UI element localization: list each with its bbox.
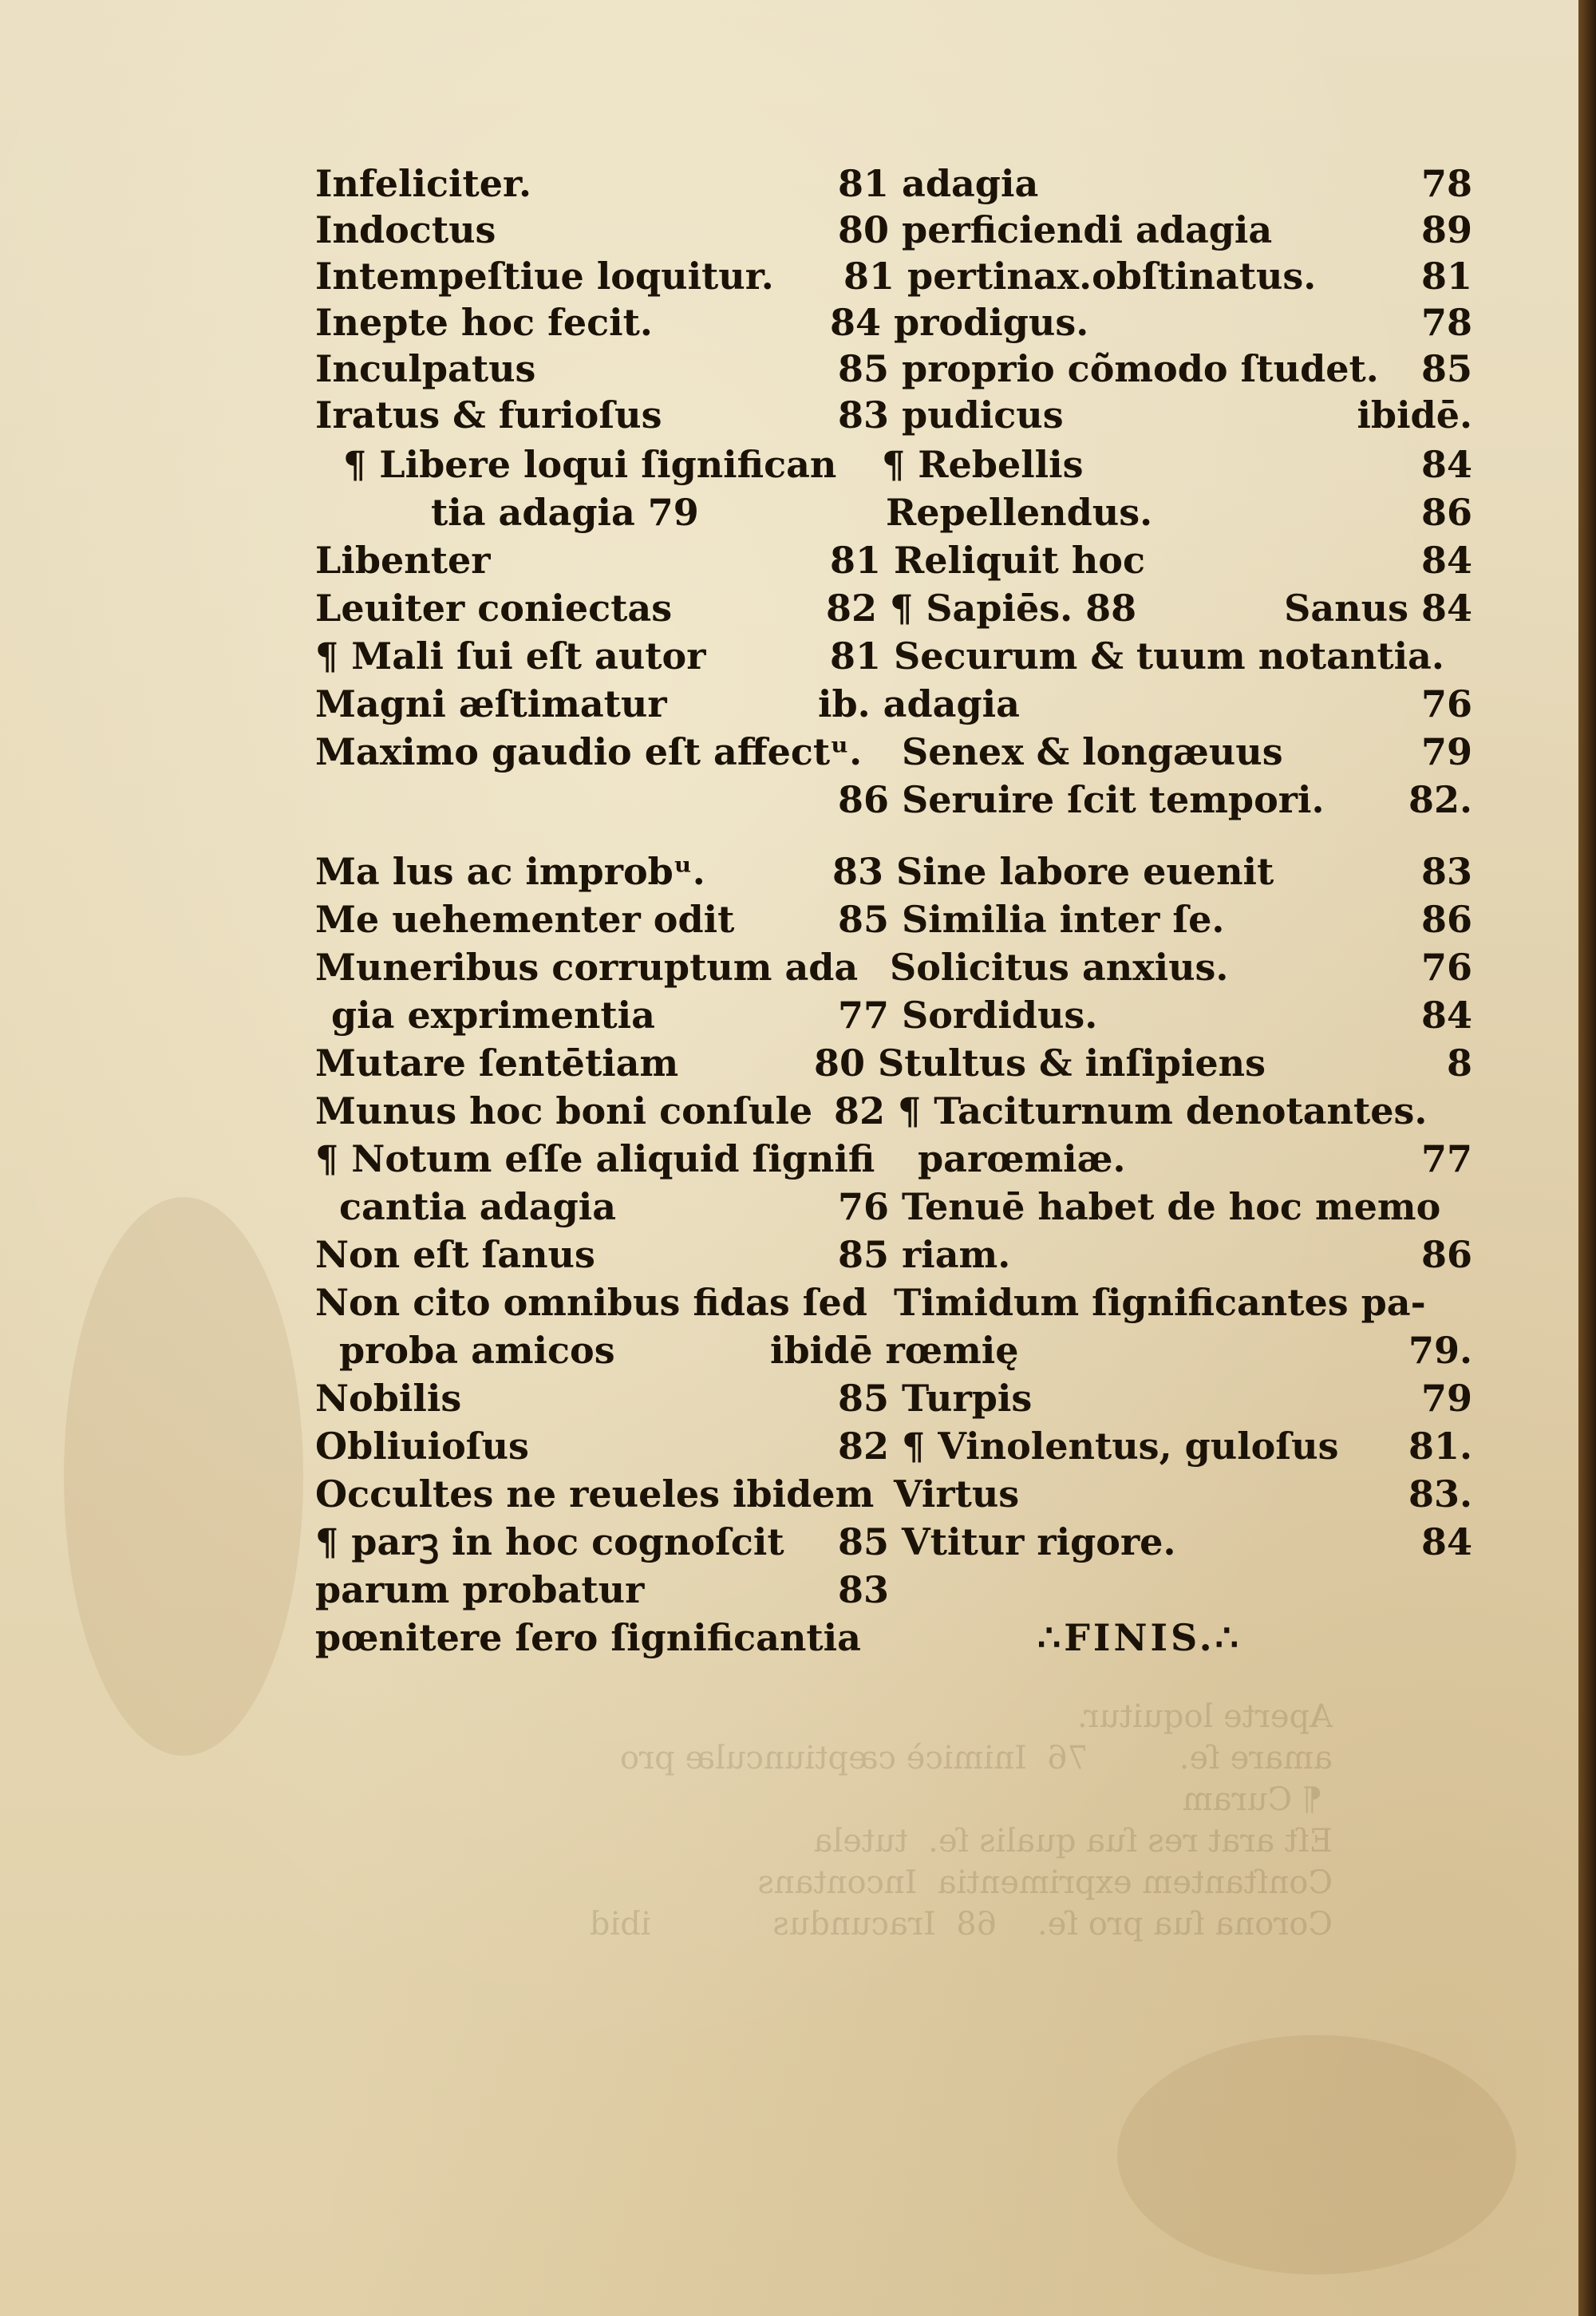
entry-left: Libenter <box>315 539 491 582</box>
entry-middle: 81 Reliquit hoc <box>830 539 1145 582</box>
entry-middle: 82 ¶ Taciturnum denotantes. <box>834 1089 1428 1132</box>
index-row <box>315 1518 1472 1566</box>
index-row <box>315 488 1472 536</box>
index-row <box>315 991 1472 1039</box>
entry-left: Magni æſtimatur <box>315 682 667 725</box>
entry-page: 86 <box>1420 1233 1472 1276</box>
entry-left: Nobilis <box>315 1377 462 1420</box>
entry-left: Non eſt ſanus <box>315 1233 595 1276</box>
paper-stain <box>1117 2035 1516 2275</box>
entry-page: 86 <box>1420 491 1472 534</box>
entry-left: Obliuioſus <box>315 1425 529 1468</box>
entry-left: Non cito omnibus fidas ſed <box>315 1281 867 1324</box>
index-row <box>315 1183 1472 1231</box>
entry-left: proba amicos <box>339 1329 615 1372</box>
entry-middle: Virtus <box>894 1472 1020 1516</box>
entry-left: ¶ Notum eſſe aliquid ſignifi <box>315 1137 875 1180</box>
index-row <box>315 680 1472 728</box>
index-row <box>315 160 1472 207</box>
index-row <box>315 298 1472 346</box>
entry-middle: 84 prodigus. <box>830 301 1089 344</box>
entry-page: 84 <box>1420 994 1472 1037</box>
entry-middle: 85 Turpis <box>838 1377 1033 1420</box>
entry-left: Mutare ſentētiam <box>315 1041 679 1085</box>
entry-page: 8 <box>1446 1041 1472 1085</box>
index-row <box>315 391 1472 439</box>
entry-left: Inculpatus <box>315 347 536 390</box>
entry-page: 86 <box>1420 898 1472 941</box>
entry-middle: 76 Tenuē habet de hoc memo <box>838 1185 1441 1228</box>
entry-middle: ibidē rœmię <box>770 1329 1019 1372</box>
entry-page: 76 <box>1420 946 1472 989</box>
entry-middle: 80 perficiendi adagia <box>838 208 1273 251</box>
entry-page: 77 <box>1420 1137 1472 1180</box>
index-row <box>315 776 1472 824</box>
paper-stain <box>64 1197 303 1756</box>
entry-left: pœnitere ſero ſignificantia <box>315 1616 861 1659</box>
entry-middle: Solicitus anxius. <box>890 946 1229 989</box>
entry-page: 84 <box>1420 539 1472 582</box>
entry-left: tia adagia 79 <box>431 491 699 534</box>
index-row <box>315 1374 1472 1422</box>
index-row <box>315 1566 1472 1614</box>
entry-middle: Timidum ſignificantes pa- <box>894 1281 1426 1324</box>
entry-middle: parœmiæ. <box>918 1137 1126 1180</box>
entry-middle: 81 Securum & tuum notantia. <box>830 634 1444 678</box>
entry-left: ¶ parꝫ in hoc cognoſcit <box>315 1520 784 1563</box>
entry-middle: 77 Sordidus. <box>838 994 1098 1037</box>
entry-left: Inepte hoc fecit. <box>315 301 653 344</box>
entry-left: Ma lus ac improbᵘ. <box>315 850 705 893</box>
entry-left: Indoctus <box>315 208 496 251</box>
entry-page: 84 <box>1420 443 1472 486</box>
index-row <box>315 252 1472 300</box>
entry-middle: 80 Stultus & inſipiens <box>814 1041 1266 1085</box>
index-row <box>315 1039 1472 1087</box>
index-row <box>315 536 1472 584</box>
entry-middle: 82 ¶ Vinolentus, guloſus <box>838 1425 1339 1468</box>
entry-middle: 81 pertinax.obſtinatus. <box>843 255 1317 298</box>
entry-middle: 85 Vtitur rigore. <box>838 1520 1176 1563</box>
index-row <box>315 1326 1472 1374</box>
entry-page: 79. <box>1408 1329 1472 1372</box>
entry-left: cantia adagia <box>339 1185 617 1228</box>
index-row <box>315 584 1472 632</box>
entry-page: 85 <box>1420 347 1472 390</box>
entry-page: 76 <box>1420 682 1472 725</box>
entry-left: gia exprimentia <box>331 994 655 1037</box>
entry-page: 83. <box>1408 1472 1472 1516</box>
entry-left: Leuiter coniectas <box>315 587 673 630</box>
entry-middle: 86 Seruire ſcit tempori. <box>838 778 1325 821</box>
entry-page: 81 <box>1420 255 1472 298</box>
entry-middle: 81 adagia <box>838 162 1039 205</box>
entry-page: 82. <box>1408 778 1472 821</box>
entry-page: 79 <box>1420 1377 1472 1420</box>
entry-middle: 85 Similia inter ſe. <box>838 898 1225 941</box>
entry-middle: ¶ Rebellis <box>882 443 1084 486</box>
entry-page: 79 <box>1420 730 1472 773</box>
entry-left: Munus hoc boni conſule <box>315 1089 813 1132</box>
index-row <box>315 1135 1472 1183</box>
entry-left: ¶ Mali ſui eſt autor <box>315 634 706 678</box>
index-row <box>315 1422 1472 1470</box>
entry-middle: Senex & longæuus <box>902 730 1283 773</box>
entry-left: Intempeſtiue loquitur. <box>315 255 774 298</box>
entry-page: 78 <box>1420 301 1472 344</box>
entry-page: 83 <box>1420 850 1472 893</box>
index-row <box>315 848 1472 895</box>
entry-middle: 85 riam. <box>838 1233 1011 1276</box>
entry-page: 78 <box>1420 162 1472 205</box>
index-row <box>315 1279 1472 1326</box>
index-row <box>315 632 1472 680</box>
index-row <box>315 345 1472 393</box>
entry-middle: 85 proprio cõmodo ſtudet. <box>838 347 1379 390</box>
entry-left: Iratus & furioſus <box>315 393 662 437</box>
entry-page: Sanus 84 <box>1284 587 1472 630</box>
entry-left: Maximo gaudio eſt affectᵘ. <box>315 730 863 773</box>
index-row <box>315 728 1472 776</box>
entry-left: Me uehementer odit <box>315 898 735 941</box>
entry-middle: 83 <box>838 1568 890 1611</box>
entry-page: 84 <box>1420 1520 1472 1563</box>
entry-left: ¶ Libere loqui ſignifican <box>343 443 837 486</box>
entry-left: Muneribus corruptum ada <box>315 946 859 989</box>
entry-page: ibidē. <box>1357 393 1472 437</box>
entry-middle: 82 ¶ Sapiēs. 88 <box>826 587 1137 630</box>
entry-left: parum probatur <box>315 1568 645 1611</box>
index-row <box>315 206 1472 254</box>
index-row <box>315 895 1472 943</box>
index-row <box>315 441 1472 488</box>
entry-middle: Repellendus. <box>886 491 1153 534</box>
entry-middle: 83 Sine labore euenit <box>832 850 1274 893</box>
index-row <box>315 1231 1472 1279</box>
index-row <box>315 1087 1472 1135</box>
entry-middle: 83 pudicus <box>838 393 1064 437</box>
entry-left: Occultes ne reueles ibidem <box>315 1472 875 1516</box>
entry-middle: ib. adagia <box>818 682 1020 725</box>
bleed-through-text: Aperte loquitur. amare ſe. 76 Inimicè cæptiunculæ pro ¶ Curam Eſt arat res ſua qualis ſe. tutela Conſtantem exprimentia Incontans Corona ſua pro ſe. 68 Iracundus ibid <box>589 1698 1333 1943</box>
entry-page: 81. <box>1408 1425 1472 1468</box>
index-row <box>315 943 1472 991</box>
book-spine-edge <box>1578 0 1596 2316</box>
entry-page: 89 <box>1420 208 1472 251</box>
index-row <box>315 1470 1472 1518</box>
entry-left: Infeliciter. <box>315 162 531 205</box>
finis-label: ∴FINIS.∴ <box>1037 1616 1242 1659</box>
index-row <box>315 1614 1472 1662</box>
